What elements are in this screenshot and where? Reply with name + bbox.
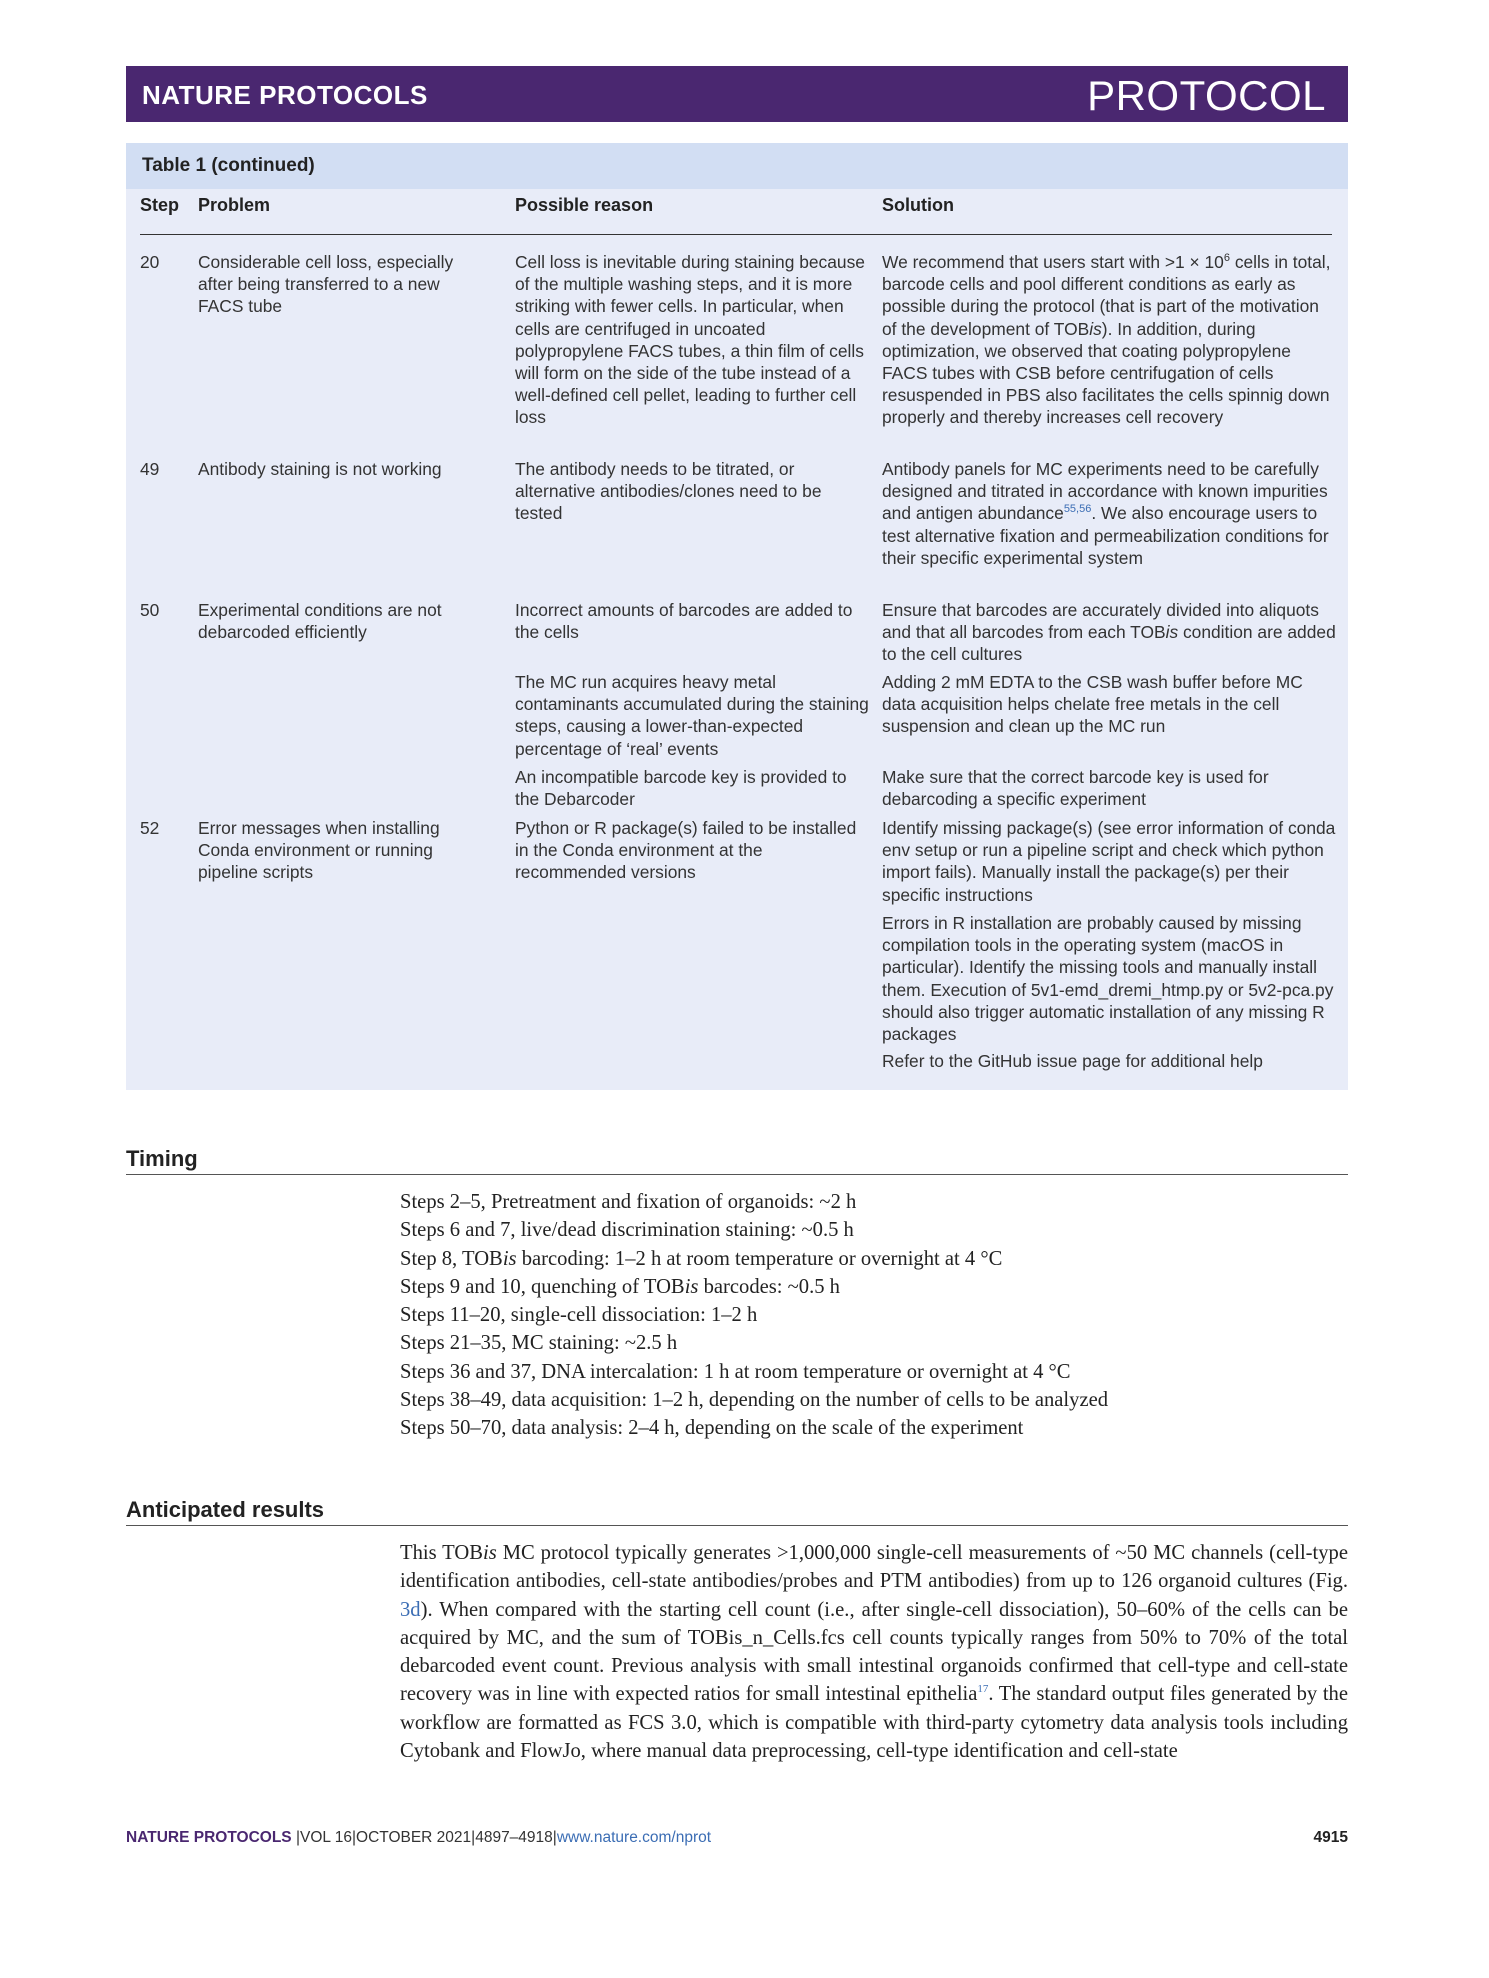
timing-line: Steps 11–20, single-cell dissociation: 1–2 h (400, 1304, 758, 1327)
footer-volume: VOL 16 (299, 1829, 352, 1846)
reference-link[interactable]: 55,56 (1063, 503, 1092, 516)
timing-rule (126, 1174, 1348, 1175)
results-rule (126, 1525, 1348, 1526)
row-reason: The antibody needs to be titrated, or alternative antibodies/clones need to be tested (515, 459, 822, 524)
row-reason: An incompatible barcode key is provided to the Debarcoder (515, 767, 847, 810)
journal-header (126, 66, 1348, 122)
table-title: Table 1 (continued) (142, 155, 315, 176)
column-header-solution: Solution (882, 195, 954, 215)
row-solution: Errors in R installation are probably caused by missing compilation tools in the operating system (macOS in particular). Identify the missing tools and manually install them. Execution of 5v1-emd_dremi_htmp.py or 5v2-pca.py should also trigger automatic installation of any missing R packages (882, 913, 1334, 1045)
citation-link[interactable]: 17 (977, 1683, 989, 1696)
column-header-step: Step (140, 195, 180, 215)
row-solution: Make sure that the correct barcode key is used for debarcoding a specific experiment (882, 767, 1269, 810)
row-reason: Python or R package(s) failed to be installed in the Conda environment at the recommended versions (515, 818, 857, 883)
column-header-reason: Possible reason (515, 195, 654, 215)
timing-line: Steps 50–70, data analysis: 2–4 h, depending on the scale of the experiment (400, 1417, 1024, 1440)
figure-link[interactable]: 3d (400, 1598, 421, 1621)
troubleshooting-table (126, 143, 1348, 1090)
row-solution: Ensure that barcodes are accurately divided into aliquots and that all barcodes from each TOBis condition are added to the cell cultures (882, 600, 1336, 665)
row-solution: Adding 2 mM EDTA to the CSB wash buffer before MC data acquisition helps chelate free metals in the cell suspension and clean up the MC run (882, 672, 1303, 737)
timing-line: Steps 21–35, MC staining: ~2.5 h (400, 1332, 678, 1355)
row-reason: Incorrect amounts of barcodes are added to the cells (515, 600, 853, 643)
results-paragraph: This TOBis MC protocol typically generates >1,000,000 single-cell measurements of ~50 MC channels (cell-type identification antibodies, cell-state antibodies/probes and PTM antibodies) from up to 126 organoid cultures (Fig. 3d). When compared with the starting cell count (i.e., after single-cell dissociation), 50–60% of the cells can be acquired by MC, and the sum of TOBis_n_Cells.fcs cell counts typically ranges from 50% to 70% of the total debarcoded event count. Previous analysis with small intestinal organoids confirmed that cell-type and cell-state recovery was in line with expected ratios for small intestinal epithelia$^{17}$. The standard output files generated by the workflow are formatted as FCS 3.0, which is compatible with third-party cytometry data analysis tools including Cytobank and FlowJo, where manual data preprocessing, cell-type identification and cell-state (400, 1542, 1348, 1763)
row-step: 20 (140, 252, 160, 272)
row-problem: Considerable cell loss, especially after being transferred to a new FACS tube (198, 252, 454, 317)
timing-heading: Timing (126, 1146, 198, 1171)
row-step: 49 (140, 459, 160, 479)
row-solution: We recommend that users start with $>1 \times 10^6$ cells in total, barcode cells and pool different conditions as early as possible during the protocol (that is part of the motivation of the development of TOBis). In addition, during optimization, we observed that coating polypropylene FACS tubes with CSB before centrifugation of cells resuspended in PBS also facilitates the cells spinnig down properly and thereby increases cell recovery (882, 252, 1331, 428)
timing-line: Step 8, TOBis barcoding: 1–2 h at room temperature or overnight at 4 °C (400, 1247, 1003, 1270)
row-solution: Antibody panels for MC experiments need to be carefully designed and titrated in accordance with known impurities and antigen abundance$^{55,56}$. We also encourage users to test alternative fixation and permeabilization conditions for their specific experimental system (882, 459, 1329, 568)
timing-line: Steps 36 and 37, DNA intercalation: 1 h at room temperature or overnight at 4 °C (400, 1360, 1071, 1383)
row-solution: Refer to the GitHub issue page for additional help (882, 1051, 1263, 1071)
page-number: 4915 (1313, 1829, 1348, 1846)
exponent: 6 (1223, 252, 1230, 265)
row-problem: Error messages when installing Conda environment or running pipeline scripts (198, 818, 440, 883)
row-reason: Cell loss is inevitable during staining because of the multiple washing steps, and it is more striking with fewer cells. In particular, when cells are centrifuged in uncoated polypropylene FACS tubes, a thin film of cells will form on the side of the tube instead of a well-defined cell pellet, leading to further cell loss (515, 252, 865, 428)
article-type: PROTOCOL (1087, 72, 1326, 119)
row-step: 50 (140, 600, 160, 620)
footer-url[interactable]: www.nature.com/nprot (556, 1829, 712, 1846)
footer-pages: 4897–4918 (475, 1829, 553, 1846)
column-header-problem: Problem (198, 195, 271, 215)
page-footer: NATURE PROTOCOLS |VOL 16|OCTOBER 2021|4897–4918|www.nature.com/nprot 4915 (126, 1829, 1348, 1846)
timing-line: Steps 6 and 7, live/dead discrimination staining: ~0.5 h (400, 1219, 854, 1242)
row-problem: Experimental conditions are not debarcoded efficiently (198, 600, 442, 643)
timing-line: Steps 38–49, data acquisition: 1–2 h, depending on the number of cells to be analyzed (400, 1389, 1109, 1412)
header-rule (140, 234, 1332, 235)
row-solution: Identify missing package(s) (see error information of conda env setup or run a pipeline script and check which python import fails). Manually install the package(s) per their specific instructions (882, 818, 1336, 905)
footer-date: OCTOBER 2021 (356, 1829, 472, 1846)
timing-line: Steps 9 and 10, quenching of TOBis barcodes: ~0.5 h (400, 1275, 840, 1298)
timing-line: Steps 2–5, Pretreatment and fixation of organoids: ~2 h (400, 1191, 857, 1213)
footer-journal: NATURE PROTOCOLS (126, 1829, 292, 1846)
row-problem: Antibody staining is not working (198, 459, 442, 479)
results-heading: Anticipated results (126, 1497, 325, 1522)
journal-name: NATURE PROTOCOLS (142, 80, 428, 110)
row-reason: The MC run acquires heavy metal contaminants accumulated during the staining steps, causing a lower-than-expected percentage of ‘real’ events (515, 672, 869, 759)
table-title-bar (126, 143, 1348, 189)
row-step: 52 (140, 818, 160, 838)
timing-list (400, 1188, 1348, 1443)
